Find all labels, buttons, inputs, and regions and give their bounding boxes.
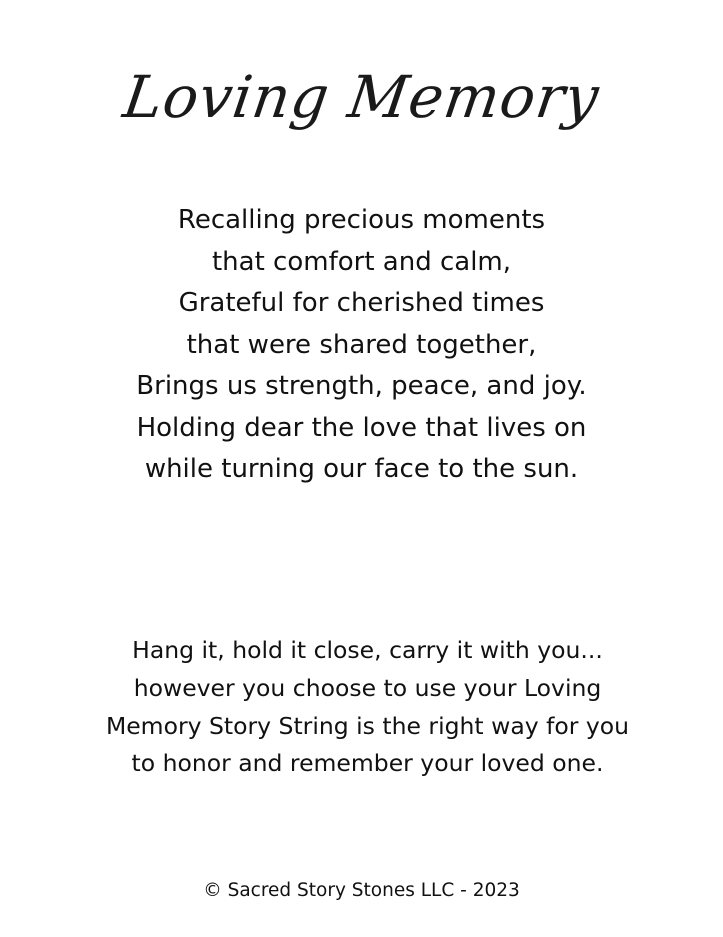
poem-line: Grateful for cherished times — [178, 288, 545, 318]
page-title: Loving Memory — [119, 63, 604, 131]
poem-line: Holding dear the love that lives on — [136, 412, 587, 443]
poem-line: that were shared together, — [186, 329, 537, 360]
usage-note: Hang it, hold it close, carry it with you... however you choose to use your Loving Memory Story String is the right way for you to honor and remember your loved one. — [105, 636, 630, 778]
copyright-notice: © Sacred Story Stones LLC - 2023 — [203, 880, 520, 901]
poem-line: Recalling precious moments — [177, 205, 546, 235]
poem-line: while turning our face to the sun. — [144, 454, 579, 484]
poem — [0, 200, 723, 491]
poem-line: Brings us strength, peace, and joy. — [136, 371, 587, 401]
poem-line: that comfort and calm, — [211, 246, 512, 277]
